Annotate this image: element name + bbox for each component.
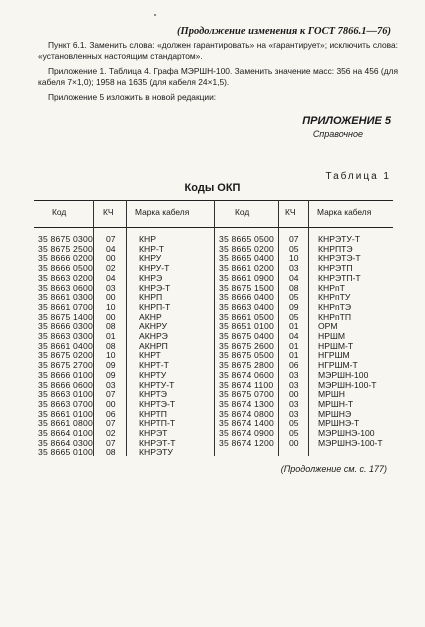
table-cell-code-left: 35 8663 0100 xyxy=(38,389,93,400)
table-cell-mark-left: КНРЭТ xyxy=(139,428,168,438)
table-cell-mark-left: КНРЭ xyxy=(139,272,163,283)
table-cell-code-left: 35 8665 0100 xyxy=(38,447,93,458)
table-cell-mark-left: КНРТП xyxy=(139,408,167,419)
table-cell-kch-left: 07 xyxy=(106,437,116,448)
table-cell-mark-right: МЭРШНЭ-100-Т xyxy=(318,437,383,448)
table-cell-code-left: 35 8661 0300 xyxy=(38,292,93,303)
table-cell-code-right: 35 8661 0900 xyxy=(219,272,274,283)
table-cell-kch-left: 10 xyxy=(106,301,116,312)
table-cell-mark-left: КНРЭТУ xyxy=(139,447,173,458)
table-cell-code-left: 35 8664 0300 xyxy=(38,437,93,448)
table-cell-code-right: 35 8663 0400 xyxy=(219,301,274,312)
table-cell-code-right: 35 8674 1300 xyxy=(219,398,274,409)
table-cell-kch-left: 08 xyxy=(106,321,116,332)
col-header-mark-right: Марка кабеля xyxy=(317,207,372,217)
table-cell-mark-right: КНРпТ xyxy=(318,282,345,293)
table-cell-kch-left: 04 xyxy=(106,243,116,254)
table-cell-mark-left: КНР xyxy=(139,234,156,244)
table-cell-mark-right: КНРпТЭ xyxy=(318,301,352,312)
table-cell-kch-right: 00 xyxy=(289,389,299,400)
table-column-divider xyxy=(126,200,127,456)
table-cell-kch-right: 04 xyxy=(289,272,299,283)
table-cell-kch-right: 08 xyxy=(289,282,299,293)
table-cell-kch-left: 02 xyxy=(106,263,116,274)
table-cell-code-right: 35 8674 0800 xyxy=(219,408,274,419)
table-cell-code-right: 35 8661 0500 xyxy=(219,311,274,322)
table-cell-mark-right: МЭРШН-100 xyxy=(318,369,369,380)
table-cell-mark-right: ОРМ xyxy=(318,321,338,332)
table-cell-kch-right: 01 xyxy=(289,350,299,361)
col-header-kch-right: КЧ xyxy=(285,207,296,217)
table-cell-mark-left: АКНР xyxy=(139,311,162,322)
paragraph-appendix-5: Приложение 5 изложить в новой редакции: xyxy=(48,92,217,102)
table-cell-mark-left: КНР-Т xyxy=(139,243,165,254)
table-cell-mark-left: КНРУ-Т xyxy=(139,263,170,274)
table-cell-kch-left: 07 xyxy=(106,389,116,400)
table-cell-mark-left: КНРЭТ-Т xyxy=(139,437,176,448)
table-cell-kch-right: 07 xyxy=(289,234,299,244)
table-cell-mark-left: АКНРП xyxy=(139,340,168,351)
table-cell-code-left: 35 8675 0300 xyxy=(38,234,93,244)
table-cell-kch-left: 00 xyxy=(106,398,116,409)
table-cell-code-right: 35 8665 0200 xyxy=(219,243,274,254)
table-cell-kch-left: 09 xyxy=(106,360,116,371)
table-cell-code-left: 35 8666 0300 xyxy=(38,321,93,332)
table-cell-mark-left: КНРП xyxy=(139,292,163,303)
table-cell-kch-left: 01 xyxy=(106,331,116,341)
table-cell-kch-left: 08 xyxy=(106,447,116,458)
table-cell-kch-left: 00 xyxy=(106,292,116,303)
table-cell-mark-right: НРШМ xyxy=(318,331,345,341)
table-cell-mark-right: МЭРШНЭ-100 xyxy=(318,428,375,438)
continuation-footer: (Продолжение см. с. 177) xyxy=(280,464,387,474)
table-cell-kch-right: 03 xyxy=(289,379,299,390)
table-cell-code-right: 35 8675 1500 xyxy=(219,282,274,293)
col-header-mark-left: Марка кабеля xyxy=(135,207,190,217)
table-cell-kch-right: 03 xyxy=(289,369,299,380)
table-cell-mark-right: КНРпТП xyxy=(318,311,352,322)
table-cell-kch-right: 00 xyxy=(289,437,299,448)
table-cell-code-left: 35 8661 0100 xyxy=(38,408,93,419)
table-cell-kch-right: 05 xyxy=(289,243,299,254)
table-cell-kch-left: 06 xyxy=(106,408,116,419)
table-cell-mark-right: НРШМ-Т xyxy=(318,340,354,351)
table-cell-mark-left: КНРТЭ-Т xyxy=(139,398,176,409)
table-cell-code-left: 35 8663 0200 xyxy=(38,272,93,283)
table-cell-kch-left: 03 xyxy=(106,282,116,293)
col-header-kch-left: КЧ xyxy=(103,207,114,217)
table-cell-code-right: 35 8675 0700 xyxy=(219,389,274,400)
table-cell-kch-left: 10 xyxy=(106,350,116,361)
table-cell-mark-left: КНРЭ-Т xyxy=(139,282,171,293)
table-cell-mark-left: КНРТ-Т xyxy=(139,360,169,371)
table-cell-code-right: 35 8674 0600 xyxy=(219,369,274,380)
table-cell-code-right: 35 8661 0200 xyxy=(219,263,274,274)
table-cell-code-left: 35 8666 0600 xyxy=(38,379,93,390)
table-cell-kch-right: 06 xyxy=(289,360,299,371)
table-cell-code-right: 35 8674 0900 xyxy=(219,428,274,438)
table-cell-mark-left: КНРТЭ xyxy=(139,389,167,400)
table-cell-mark-right: МРШНЭ-Т xyxy=(318,418,360,429)
col-header-code-right: Код xyxy=(235,207,250,217)
table-cell-mark-right: КНРЭТЭ-Т xyxy=(318,253,361,264)
col-header-code-left: Код xyxy=(52,207,67,217)
table-cell-code-right: 35 8651 0100 xyxy=(219,321,274,332)
table-cell-mark-left: КНРТ xyxy=(139,350,161,361)
appendix-subtitle: Справочное xyxy=(312,129,363,139)
table-cell-kch-right: 05 xyxy=(289,428,299,438)
table-column-divider xyxy=(308,200,309,456)
table-cell-code-left: 35 8666 0500 xyxy=(38,263,93,274)
table-cell-kch-right: 03 xyxy=(289,398,299,409)
table-cell-kch-right: 04 xyxy=(289,331,299,341)
table-cell-code-left: 35 8661 0800 xyxy=(38,418,93,429)
table-cell-kch-right: 01 xyxy=(289,321,299,332)
table-cell-kch-left: 08 xyxy=(106,340,116,351)
table-cell-kch-right: 10 xyxy=(289,253,299,264)
table-cell-kch-left: 09 xyxy=(106,369,116,380)
table-cell-code-left: 35 8661 0400 xyxy=(38,340,93,351)
table-cell-kch-left: 03 xyxy=(106,379,116,390)
table-cell-kch-right: 05 xyxy=(289,292,299,303)
table-cell-code-left: 35 8663 0600 xyxy=(38,282,93,293)
table-cell-code-right: 35 8675 2600 xyxy=(219,340,274,351)
table-cell-code-left: 35 8664 0100 xyxy=(38,428,93,438)
continuation-header: (Продолжение изменения к ГОСТ 7866.1—76) xyxy=(177,26,391,37)
paragraph-clause-6-1: Пункт 6.1. Заменить слова: «должен гарантировать» на «гарантирует»; исключить слова: «установленных настоящим стандартом». xyxy=(38,40,398,61)
table-cell-mark-right: НГРШМ-Т xyxy=(318,360,358,371)
table-cell-mark-left: АКНРЭ xyxy=(139,331,168,341)
table-cell-code-left: 35 8666 0100 xyxy=(38,369,93,380)
table-cell-mark-left: КНРП-Т xyxy=(139,301,171,312)
table-cell-kch-right: 01 xyxy=(289,340,299,351)
table-cell-code-left: 35 8663 0300 xyxy=(38,331,93,341)
table-cell-code-right: 35 8674 1100 xyxy=(219,379,274,390)
table-cell-code-right: 35 8665 0400 xyxy=(219,253,274,264)
table-title: Коды ОКП xyxy=(184,182,241,194)
appendix-title: ПРИЛОЖЕНИЕ 5 xyxy=(302,115,391,127)
table-cell-code-left: 35 8661 0700 xyxy=(38,301,93,312)
table-column-divider xyxy=(214,200,215,456)
table-cell-kch-left: 00 xyxy=(106,311,116,322)
table-cell-kch-right: 09 xyxy=(289,301,299,312)
table-cell-kch-right: 03 xyxy=(289,408,299,419)
table-cell-mark-left: КНРУ xyxy=(139,253,162,264)
table-cell-mark-right: КНРЭТП xyxy=(318,263,353,274)
table-cell-code-right: 35 8666 0400 xyxy=(219,292,274,303)
table-cell-code-left: 35 8675 2500 xyxy=(38,243,93,254)
scan-speck xyxy=(154,14,156,16)
table-cell-mark-left: КНРТП-Т xyxy=(139,418,176,429)
table-cell-kch-right: 05 xyxy=(289,418,299,429)
table-cell-mark-right: МРШН xyxy=(318,389,345,400)
table-cell-kch-right: 05 xyxy=(289,311,299,322)
table-cell-code-left: 35 8675 1400 xyxy=(38,311,93,322)
table-cell-code-left: 35 8675 0200 xyxy=(38,350,93,361)
table-cell-mark-right: МРШНЭ xyxy=(318,408,352,419)
table-cell-kch-left: 00 xyxy=(106,253,116,264)
table-cell-code-right: 35 8674 1200 xyxy=(219,437,274,448)
paragraph-appendix-1: Приложение 1. Таблица 4. Графа МЭРШН-100. Заменить значение масс: 356 на 456 (для кабеля 7×1,0); 1958 на 1635 (для кабеля 24×1,5). xyxy=(38,66,398,87)
table-column-divider xyxy=(278,200,279,456)
table-cell-code-right: 35 8665 0500 xyxy=(219,234,274,244)
table-label: Таблица 1 xyxy=(325,171,391,182)
table-cell-kch-left: 07 xyxy=(106,234,116,244)
table-cell-mark-right: НГРШМ xyxy=(318,350,350,361)
table-cell-code-left: 35 8675 2700 xyxy=(38,360,93,371)
table-cell-mark-right: КНРЭТП-Т xyxy=(318,272,361,283)
table-cell-code-right: 35 8675 0500 xyxy=(219,350,274,361)
table-cell-code-right: 35 8675 2800 xyxy=(219,360,274,371)
table-cell-mark-left: АКНРУ xyxy=(139,321,167,332)
table-cell-mark-left: КНРТУ xyxy=(139,369,167,380)
table-cell-kch-left: 07 xyxy=(106,418,116,429)
table-cell-mark-left: КНРТУ-Т xyxy=(139,379,175,390)
table-cell-code-right: 35 8675 0400 xyxy=(219,331,274,341)
table-cell-mark-right: КНРПТЭ xyxy=(318,243,353,254)
table-cell-kch-right: 03 xyxy=(289,263,299,274)
table-cell-mark-right: МЭРШН-100-Т xyxy=(318,379,377,390)
table-column-divider xyxy=(93,200,94,456)
table-cell-kch-left: 04 xyxy=(106,272,116,283)
table-cell-code-left: 35 8663 0700 xyxy=(38,398,93,409)
table-cell-code-right: 35 8674 1400 xyxy=(219,418,274,429)
table-cell-mark-right: КНРпТУ xyxy=(318,292,351,303)
table-cell-mark-right: МРШН-Т xyxy=(318,398,354,409)
table-cell-mark-right: КНРЭТУ-Т xyxy=(318,234,360,244)
table-cell-kch-left: 02 xyxy=(106,428,116,438)
table-cell-code-left: 35 8666 0200 xyxy=(38,253,93,264)
